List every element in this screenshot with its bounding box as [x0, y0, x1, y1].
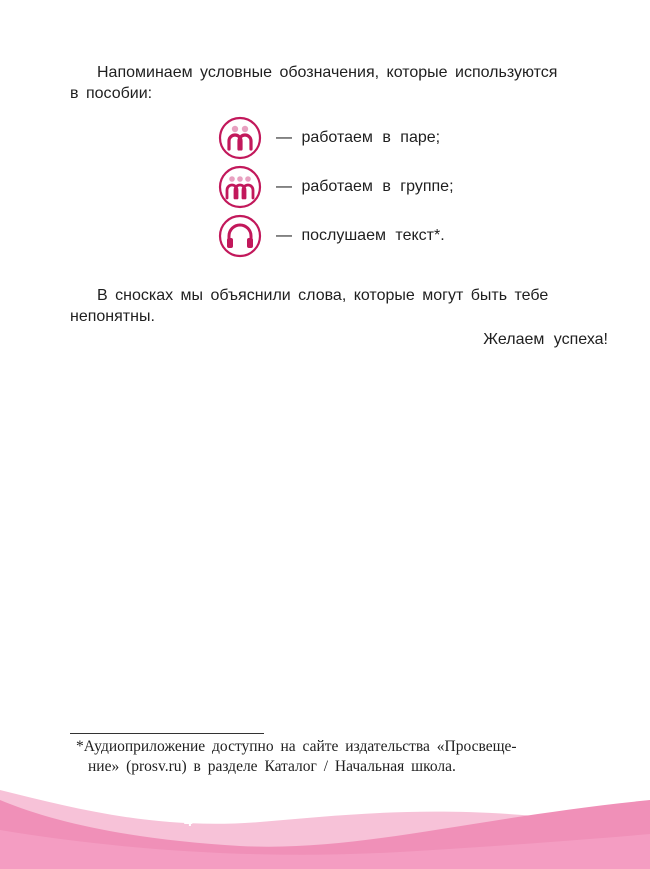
footnotes-line-2: непонятны. — [70, 308, 155, 325]
legend-label-listen: — послушаем текст*. — [276, 227, 445, 244]
footnote-line-1 — [76, 737, 608, 757]
group-work-icon — [218, 165, 262, 209]
legend-item-pair — [218, 116, 440, 160]
intro-paragraph — [70, 62, 608, 104]
wish-text: Желаем успеха! — [483, 331, 608, 348]
footnotes-paragraph — [70, 285, 608, 327]
headphones-icon — [218, 214, 262, 258]
intro-line-2: в пособии: — [70, 85, 153, 102]
footnote-marker: * — [76, 738, 84, 755]
legend-item-group — [218, 165, 454, 209]
legend-label-group: — работаем в группе; — [276, 178, 454, 195]
footer-wave — [0, 770, 650, 869]
legend-label-pair: — работаем в паре; — [276, 129, 441, 146]
legend-item-listen — [218, 214, 445, 258]
footnote-divider — [70, 733, 264, 734]
intro-line-1: Напоминаем условные обозначения, которые используются — [97, 64, 558, 81]
footnotes-line-1: В сносках мы объяснили слова, которые могут быть тебе — [97, 287, 549, 304]
page-number: 4 — [184, 813, 193, 830]
footnote-line-2: ние» (prosv.ru) в разделе Каталог / Начальная школа. — [88, 758, 456, 775]
footnote-text-1: Аудиоприложение доступно на сайте издательства «Просвеще- — [83, 738, 517, 755]
pair-work-icon — [218, 116, 262, 160]
